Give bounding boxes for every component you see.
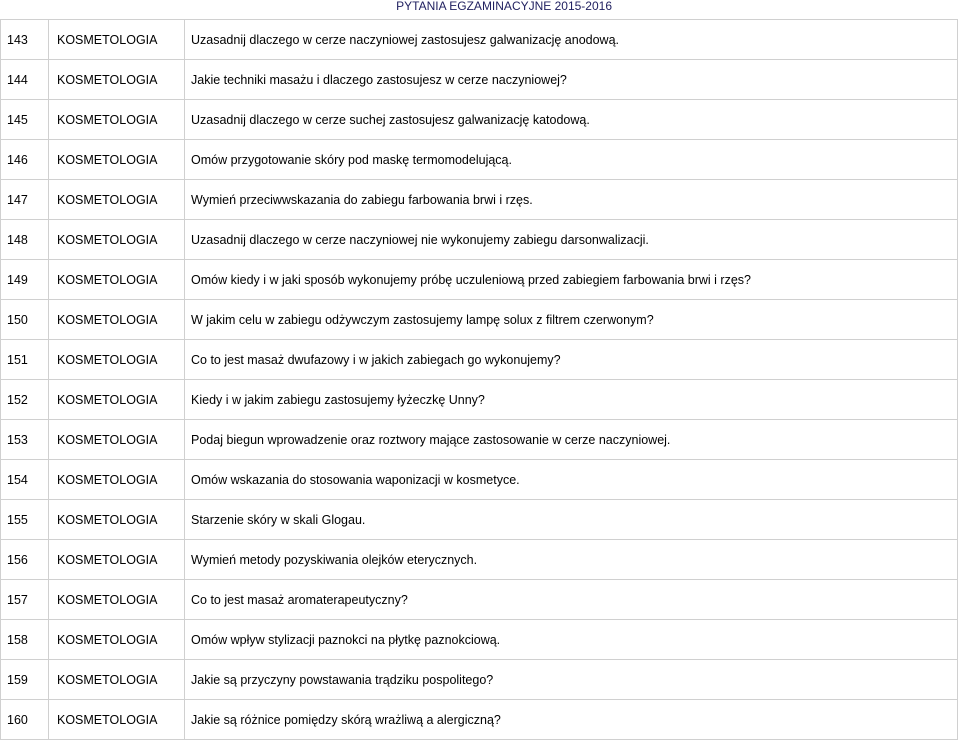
question-number: 143 [1, 20, 49, 60]
question-text: Jakie są różnice pomiędzy skórą wrażliwą a alergiczną? [185, 700, 958, 740]
question-number: 157 [1, 580, 49, 620]
table-row [1, 180, 958, 220]
question-category: KOSMETOLOGIA [49, 340, 185, 380]
table-row [1, 460, 958, 500]
table-row [1, 380, 958, 420]
table-row [1, 340, 958, 380]
table-row [1, 660, 958, 700]
question-text: Starzenie skóry w skali Glogau. [185, 500, 958, 540]
question-category: KOSMETOLOGIA [49, 220, 185, 260]
table-row [1, 220, 958, 260]
question-category: KOSMETOLOGIA [49, 100, 185, 140]
questions-table-body [1, 20, 958, 740]
question-text: Jakie techniki masażu i dlaczego zastosujesz w cerze naczyniowej? [185, 60, 958, 100]
question-number: 151 [1, 340, 49, 380]
table-row [1, 20, 958, 60]
page-header-title: PYTANIA EGZAMINACYJNE 2015-2016 [396, 0, 612, 13]
question-number: 158 [1, 620, 49, 660]
question-category: KOSMETOLOGIA [49, 20, 185, 60]
question-category: KOSMETOLOGIA [49, 60, 185, 100]
table-row [1, 300, 958, 340]
question-number: 147 [1, 180, 49, 220]
question-category: KOSMETOLOGIA [49, 500, 185, 540]
question-category: KOSMETOLOGIA [49, 300, 185, 340]
question-text: W jakim celu w zabiegu odżywczym zastosujemy lampę solux z filtrem czerwonym? [185, 300, 958, 340]
question-category: KOSMETOLOGIA [49, 580, 185, 620]
question-number: 159 [1, 660, 49, 700]
questions-table [0, 19, 958, 740]
question-category: KOSMETOLOGIA [49, 180, 185, 220]
question-number: 145 [1, 100, 49, 140]
question-number: 150 [1, 300, 49, 340]
question-text: Co to jest masaż aromaterapeutyczny? [185, 580, 958, 620]
question-text: Co to jest masaż dwufazowy i w jakich zabiegach go wykonujemy? [185, 340, 958, 380]
table-row [1, 140, 958, 180]
table-row [1, 60, 958, 100]
table-row [1, 540, 958, 580]
question-text: Podaj biegun wprowadzenie oraz roztwory mające zastosowanie w cerze naczyniowej. [185, 420, 958, 460]
question-text: Jakie są przyczyny powstawania trądziku pospolitego? [185, 660, 958, 700]
question-text: Uzasadnij dlaczego w cerze naczyniowej zastosujesz galwanizację anodową. [185, 20, 958, 60]
question-text: Wymień metody pozyskiwania olejków eterycznych. [185, 540, 958, 580]
table-row [1, 620, 958, 660]
question-category: KOSMETOLOGIA [49, 620, 185, 660]
question-text: Omów przygotowanie skóry pod maskę termomodelującą. [185, 140, 958, 180]
question-number: 154 [1, 460, 49, 500]
question-category: KOSMETOLOGIA [49, 540, 185, 580]
question-text: Uzasadnij dlaczego w cerze naczyniowej nie wykonujemy zabiegu darsonwalizacji. [185, 220, 958, 260]
question-category: KOSMETOLOGIA [49, 140, 185, 180]
question-text: Omów kiedy i w jaki sposób wykonujemy próbę uczuleniową przed zabiegiem farbowania brwi i rzęs? [185, 260, 958, 300]
question-text: Wymień przeciwwskazania do zabiegu farbowania brwi i rzęs. [185, 180, 958, 220]
question-category: KOSMETOLOGIA [49, 420, 185, 460]
table-row [1, 580, 958, 620]
question-category: KOSMETOLOGIA [49, 700, 185, 740]
table-row [1, 100, 958, 140]
question-number: 155 [1, 500, 49, 540]
table-row [1, 260, 958, 300]
table-row [1, 700, 958, 740]
question-number: 160 [1, 700, 49, 740]
question-number: 146 [1, 140, 49, 180]
question-category: KOSMETOLOGIA [49, 660, 185, 700]
question-number: 148 [1, 220, 49, 260]
table-row [1, 420, 958, 460]
question-text: Kiedy i w jakim zabiegu zastosujemy łyżeczkę Unny? [185, 380, 958, 420]
question-text: Uzasadnij dlaczego w cerze suchej zastosujesz galwanizację katodową. [185, 100, 958, 140]
question-number: 144 [1, 60, 49, 100]
question-number: 156 [1, 540, 49, 580]
question-category: KOSMETOLOGIA [49, 380, 185, 420]
question-category: KOSMETOLOGIA [49, 460, 185, 500]
question-text: Omów wskazania do stosowania waponizacji w kosmetyce. [185, 460, 958, 500]
question-number: 152 [1, 380, 49, 420]
question-category: KOSMETOLOGIA [49, 260, 185, 300]
question-number: 149 [1, 260, 49, 300]
question-text: Omów wpływ stylizacji paznokci na płytkę paznokciową. [185, 620, 958, 660]
question-number: 153 [1, 420, 49, 460]
table-row [1, 500, 958, 540]
